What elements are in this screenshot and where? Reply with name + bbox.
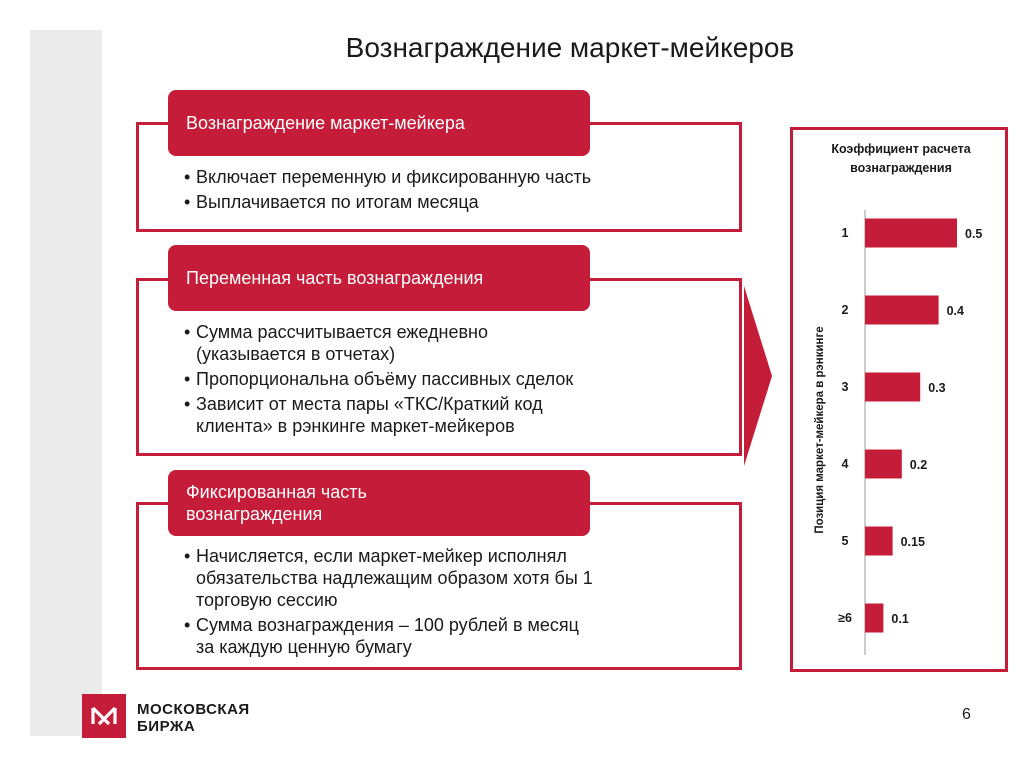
section-bullets-variable	[184, 321, 573, 440]
logo-line: БИРЖА	[137, 718, 196, 735]
bullet-line: • Сумма вознаграждения – 100 рублей в месяц	[196, 615, 579, 635]
chart-bar	[865, 527, 893, 556]
chart-bar	[865, 373, 920, 402]
bullet-item	[184, 545, 593, 611]
bullet-item	[184, 368, 573, 390]
bullet-line: Выплачивается по итогам месяца	[196, 192, 479, 212]
bullet-line: • Зависит от места пары «ТКС/Краткий код	[196, 394, 543, 414]
category-label: ≥6	[838, 611, 852, 625]
bullet-line: • Начисляется, если маркет-мейкер исполнял	[196, 546, 567, 566]
bullet-line: обязательства надлежащим образом хотя бы 1	[196, 568, 593, 588]
category-label: 3	[841, 380, 849, 394]
logo-wordmark	[137, 701, 250, 735]
section-header-reward	[168, 90, 590, 156]
chart-title	[806, 140, 996, 178]
data-label: 0.4	[946, 304, 964, 318]
bullet-line: за каждую ценную бумагу	[196, 637, 412, 657]
bullet-line: торговую сессию	[196, 590, 338, 610]
section-header-variable	[168, 245, 590, 311]
section-header-line: вознаграждения	[186, 504, 323, 524]
logo-line: МОСКОВСКАЯ	[137, 701, 250, 718]
data-label: 0.15	[900, 535, 925, 549]
bullet-item	[184, 166, 591, 188]
section-bullets-reward	[184, 166, 591, 216]
bullet-line: • Сумма рассчитывается ежедневно	[196, 322, 488, 342]
bullet-item	[184, 614, 593, 658]
arrow-right-icon	[744, 286, 772, 466]
bullet-line: • Пропорциональна объёму пассивных сделок	[196, 369, 574, 389]
section-header-line: Вознаграждение маркет-мейкера	[186, 113, 465, 133]
chart-bar	[865, 450, 902, 479]
section-header-fixed	[168, 470, 590, 536]
section-header-line: Переменная часть вознаграждения	[186, 268, 484, 288]
bullet-item	[184, 191, 591, 213]
chart-bar	[865, 296, 939, 325]
section-bullets-fixed	[184, 545, 593, 661]
left-decor-strip	[30, 30, 102, 736]
bullet-item	[184, 393, 573, 437]
data-label: 0.2	[909, 458, 928, 472]
category-label: 5	[841, 534, 849, 548]
slide-title: Вознаграждение маркет-мейкеров	[345, 32, 795, 63]
data-label: 0.3	[928, 381, 946, 395]
data-label: 0.1	[891, 612, 909, 626]
bullet-line: Включает переменную и фиксированную часть	[196, 167, 592, 187]
moex-logo-icon	[82, 694, 126, 738]
category-label: 4	[841, 457, 849, 471]
bar-chart	[790, 200, 1008, 662]
page-number: 6	[962, 706, 971, 723]
chart-title-line: вознаграждения	[850, 161, 952, 175]
bullet-line: клиента» в рэнкинге маркет-мейкеров	[196, 416, 515, 436]
bullet-item	[184, 321, 573, 365]
chart-bar	[865, 604, 883, 633]
chart-bar	[865, 219, 957, 248]
bullet-line: (указывается в отчетах)	[196, 344, 396, 364]
category-label: 2	[841, 303, 849, 317]
data-label: 0.5	[965, 227, 983, 241]
section-header-line: Фиксированная часть	[186, 482, 367, 502]
y-axis-label: Позиция маркет-мейкера в рэнкинге	[814, 326, 826, 534]
category-label: 1	[841, 226, 849, 240]
chart-title-line: Коэффициент расчета	[831, 142, 971, 156]
